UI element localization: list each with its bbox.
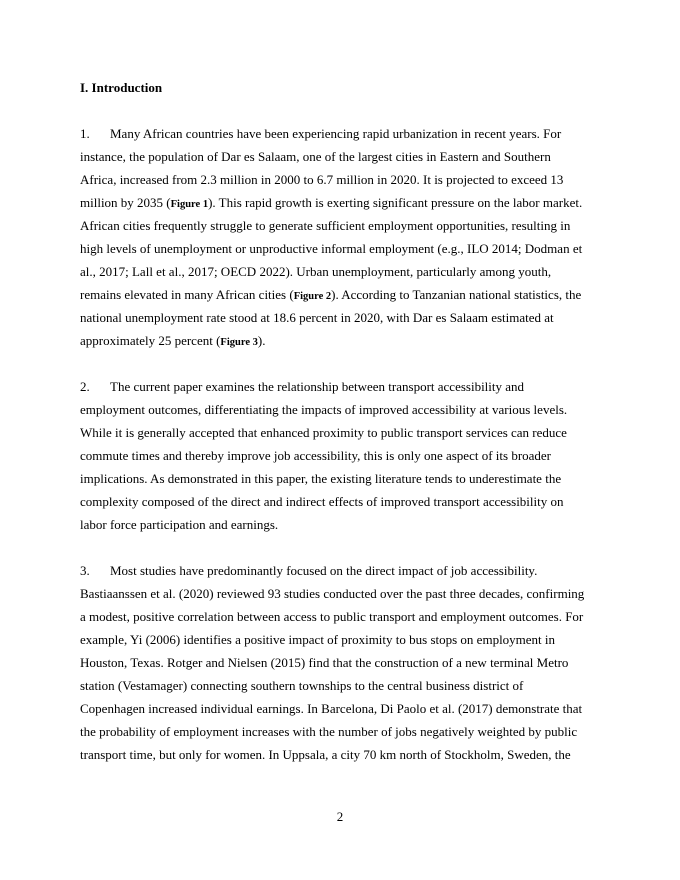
paragraph-3: [80, 559, 600, 766]
body-text: national unemployment rate stood at 18.6 percent in 2020, with Dar es Salaam estimated at: [80, 310, 554, 325]
body-text: ). This rapid growth is exerting significant pressure on the labor market.: [208, 195, 583, 210]
paragraph-line: [80, 260, 600, 283]
body-text: commute times and thereby improve job accessibility, this is only one aspect of its broader: [80, 448, 552, 463]
paragraph-line: [80, 329, 600, 352]
body-text: station (Vestamager) connecting southern townships to the central business district of: [80, 678, 524, 693]
body-text: labor force participation and earnings.: [80, 517, 279, 532]
body-text: example, Yi (2006) identifies a positive impact of proximity to bus stops on employment in: [80, 632, 556, 647]
body-text: Bastiaanssen et al. (2020) reviewed 93 studies conducted over the past three decades, confirming: [80, 586, 585, 601]
body-text: approximately 25 percent (: [80, 333, 221, 348]
paragraph-line: [80, 467, 600, 490]
body-text: a modest, positive correlation between access to public transport and employment outcomes. For: [80, 609, 584, 624]
body-text: complexity composed of the direct and indirect effects of improved transport accessibility on: [80, 494, 564, 509]
body-text: million by 2035 (: [80, 195, 171, 210]
paragraph-line: [80, 743, 600, 766]
paragraph-number: 1.: [80, 126, 90, 141]
body-text: ). According to Tanzanian national statistics, the: [331, 287, 582, 302]
body-text: remains elevated in many African cities (: [80, 287, 294, 302]
paragraph-1: [80, 122, 600, 352]
paragraph-line: [80, 145, 600, 168]
body-text: employment outcomes, differentiating the impacts of improved accessibility at various levels.: [80, 402, 568, 417]
body-text: African cities frequently struggle to generate sufficient employment opportunities, resulting in: [80, 218, 571, 233]
body-text: transport time, but only for women. In Uppsala, a city 70 km north of Stockholm, Sweden, the: [80, 747, 571, 762]
paragraph-line: [80, 697, 600, 720]
paragraph-line: [80, 398, 600, 421]
paragraph-line: [80, 237, 600, 260]
paragraph-line: [80, 306, 600, 329]
body-text: implications. As demonstrated in this paper, the existing literature tends to underestimate the: [80, 471, 562, 486]
body-text: Many African countries have been experiencing rapid urbanization in recent years. For: [110, 126, 562, 141]
paragraph-number: 2.: [80, 379, 90, 394]
paragraph-line: [80, 582, 600, 605]
paragraph-line: [80, 628, 600, 651]
paragraph-line: [80, 513, 600, 536]
paragraph-line: [80, 490, 600, 513]
paragraph-line: [80, 444, 600, 467]
paragraph-2: [80, 375, 600, 536]
paragraph-number: 3.: [80, 563, 90, 578]
paragraph-line: [80, 375, 600, 398]
figure-reference: Figure 3: [220, 337, 258, 348]
paragraph-line: [80, 214, 600, 237]
body-text: al., 2017; Lall et al., 2017; OECD 2022). Urban unemployment, particularly among youth,: [80, 264, 552, 279]
paragraph-line: [80, 559, 600, 582]
body-text: ).: [257, 333, 266, 348]
body-text: high levels of unemployment or unproductive informal employment (e.g., ILO 2014; Dodman et: [80, 241, 583, 256]
paragraph-line: [80, 674, 600, 697]
paragraph-line: [80, 283, 600, 306]
paragraph-line: [80, 191, 600, 214]
body-text: Houston, Texas. Rotger and Nielsen (2015) find that the construction of a new terminal Metro: [80, 655, 569, 670]
page-number: 2: [336, 809, 344, 824]
section-heading: I. Introduction: [80, 80, 163, 95]
figure-reference: Figure 2: [293, 291, 332, 302]
body-text: While it is generally accepted that enhanced proximity to public transport services can reduce: [80, 425, 567, 440]
body-text: instance, the population of Dar es Salaam, one of the largest cities in Eastern and Southern: [80, 149, 551, 164]
paragraph-line: [80, 122, 600, 145]
paragraph-line: [80, 651, 600, 674]
paragraph-line: [80, 168, 600, 191]
body-text: Copenhagen increased individual earnings. In Barcelona, Di Paolo et al. (2017) demonstrate that: [80, 701, 583, 716]
body-text: Africa, increased from 2.3 million in 2000 to 6.7 million in 2020. It is projected to exceed 13: [80, 172, 564, 187]
paragraph-line: [80, 720, 600, 743]
body-text: The current paper examines the relationship between transport accessibility and: [110, 379, 525, 394]
paragraph-line: [80, 421, 600, 444]
figure-reference: Figure 1: [170, 199, 209, 210]
body-text: the probability of employment increases with the number of jobs negatively weighted by public: [80, 724, 578, 739]
body-text: Most studies have predominantly focused on the direct impact of job accessibility.: [110, 563, 538, 578]
paragraph-line: [80, 605, 600, 628]
